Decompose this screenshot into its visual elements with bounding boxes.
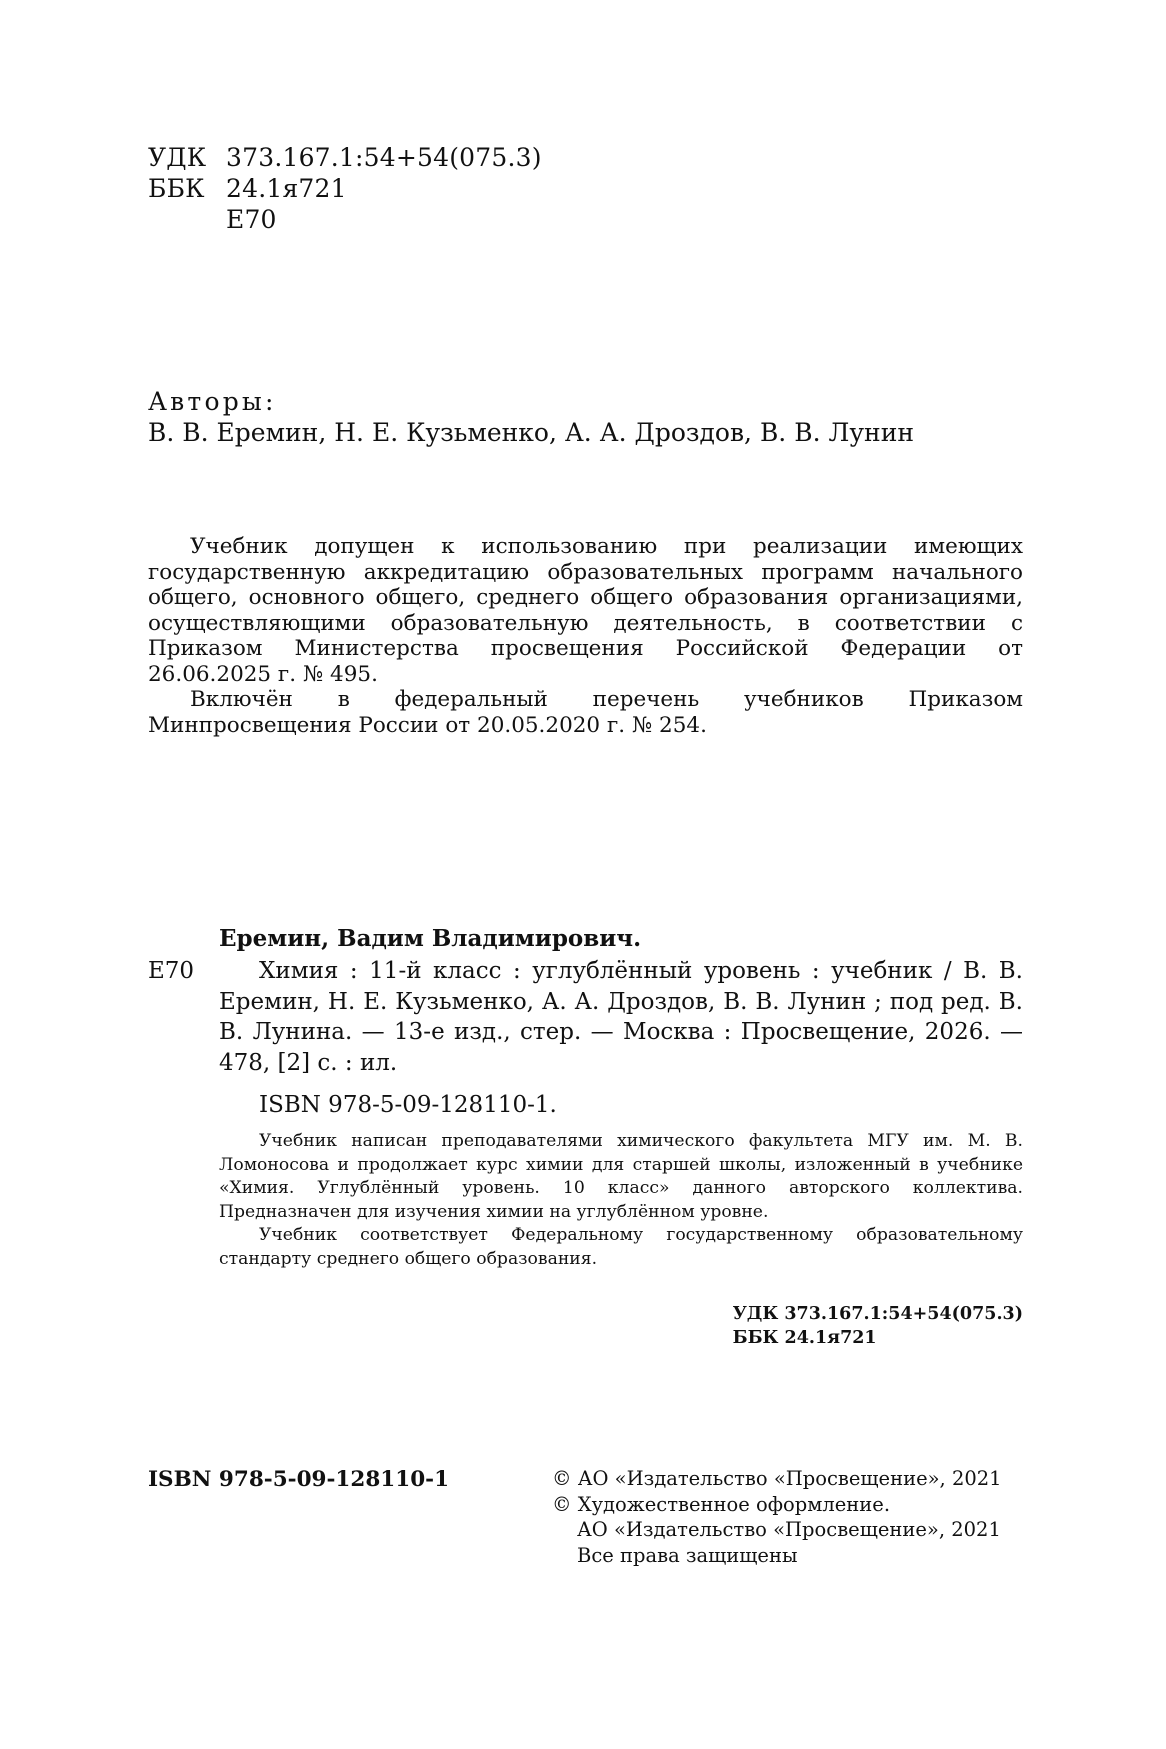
bbk-value: 24.1я721	[226, 174, 347, 203]
card-title-line: Химия : 11-й класс : углублённый уровень : учебник / В. В. Еремин, Н. Е. Кузьменко, А. А. Дроздов, В. В. Лунин ; под ред. В. В. Лунина. — 13-е изд., стер. — Москва : Просвещение, 2026. — 478, [2] с. : ил.	[219, 958, 1023, 1076]
authors-names: В. В. Еремин, Н. Е. Кузьменко, А. А. Дроздов, В. В. Лунин	[148, 418, 915, 447]
footer-isbn: ISBN 978-5-09-128110-1	[148, 1467, 450, 1492]
copyright-line-2: © Художественное оформление.	[552, 1492, 891, 1516]
card-bibliographic-description	[219, 956, 1023, 1078]
authors-block	[148, 386, 914, 448]
bbk-row	[148, 173, 542, 204]
approval-paragraph-2: Включён в федеральный перечень учебников Приказом Минпросвещения России от 20.05.2020 г. № 254.	[148, 687, 1023, 738]
copyright-line-1: © АО «Издательство «Просвещение», 2021	[552, 1467, 1002, 1490]
card-classification-codes	[733, 1302, 1023, 1350]
copyright-line-3: АО «Издательство «Просвещение», 2021	[577, 1518, 1001, 1541]
card-isbn: ISBN 978-5-09-128110-1.	[259, 1092, 557, 1118]
annotation-paragraph-2: Учебник соответствует Федеральному государственному образовательному стандарту среднего общего образования.	[219, 1225, 1023, 1269]
approval-text	[148, 534, 1023, 738]
udk-label: УДК	[148, 143, 207, 172]
authors-heading: Авторы:	[148, 387, 277, 416]
author-mark-row	[148, 204, 542, 235]
classification-block	[148, 142, 542, 235]
author-mark: Е70	[226, 205, 277, 234]
udk-row	[148, 142, 542, 173]
rights-reserved: Все права защищены	[577, 1543, 798, 1567]
annotation-paragraph-1: Учебник написан преподавателями химического факультета МГУ им. М. В. Ломоносова и продолжает курс химии для старшей школы, изложенный в учебнике «Химия. Углублённый уровень. 10 класс» данного авторского коллектива. Предназначен для изучения химии на углублённом уровне.	[219, 1131, 1023, 1222]
approval-paragraph-1: Учебник допущен к использованию при реализации имеющих государственную аккредитацию образовательных программ начального общего, основного общего, среднего общего образования организациями, осуществляющими образовательную деятельность, в соответствии с Приказом Министерства просвещения Российской Федерации от 26.06.2025 г. № 495.	[148, 534, 1023, 687]
udk-value: 373.167.1:54+54(075.3)	[226, 143, 542, 172]
bbk-label: ББК	[148, 174, 205, 203]
card-author-mark: Е70	[148, 958, 195, 984]
card-author-heading: Еремин, Вадим Владимирович.	[219, 925, 642, 952]
card-bbk: ББК 24.1я721	[732, 1328, 877, 1348]
copyright-block	[552, 1466, 1002, 1568]
card-udk: УДК 373.167.1:54+54(075.3)	[732, 1304, 1023, 1324]
card-annotation	[219, 1130, 1023, 1271]
